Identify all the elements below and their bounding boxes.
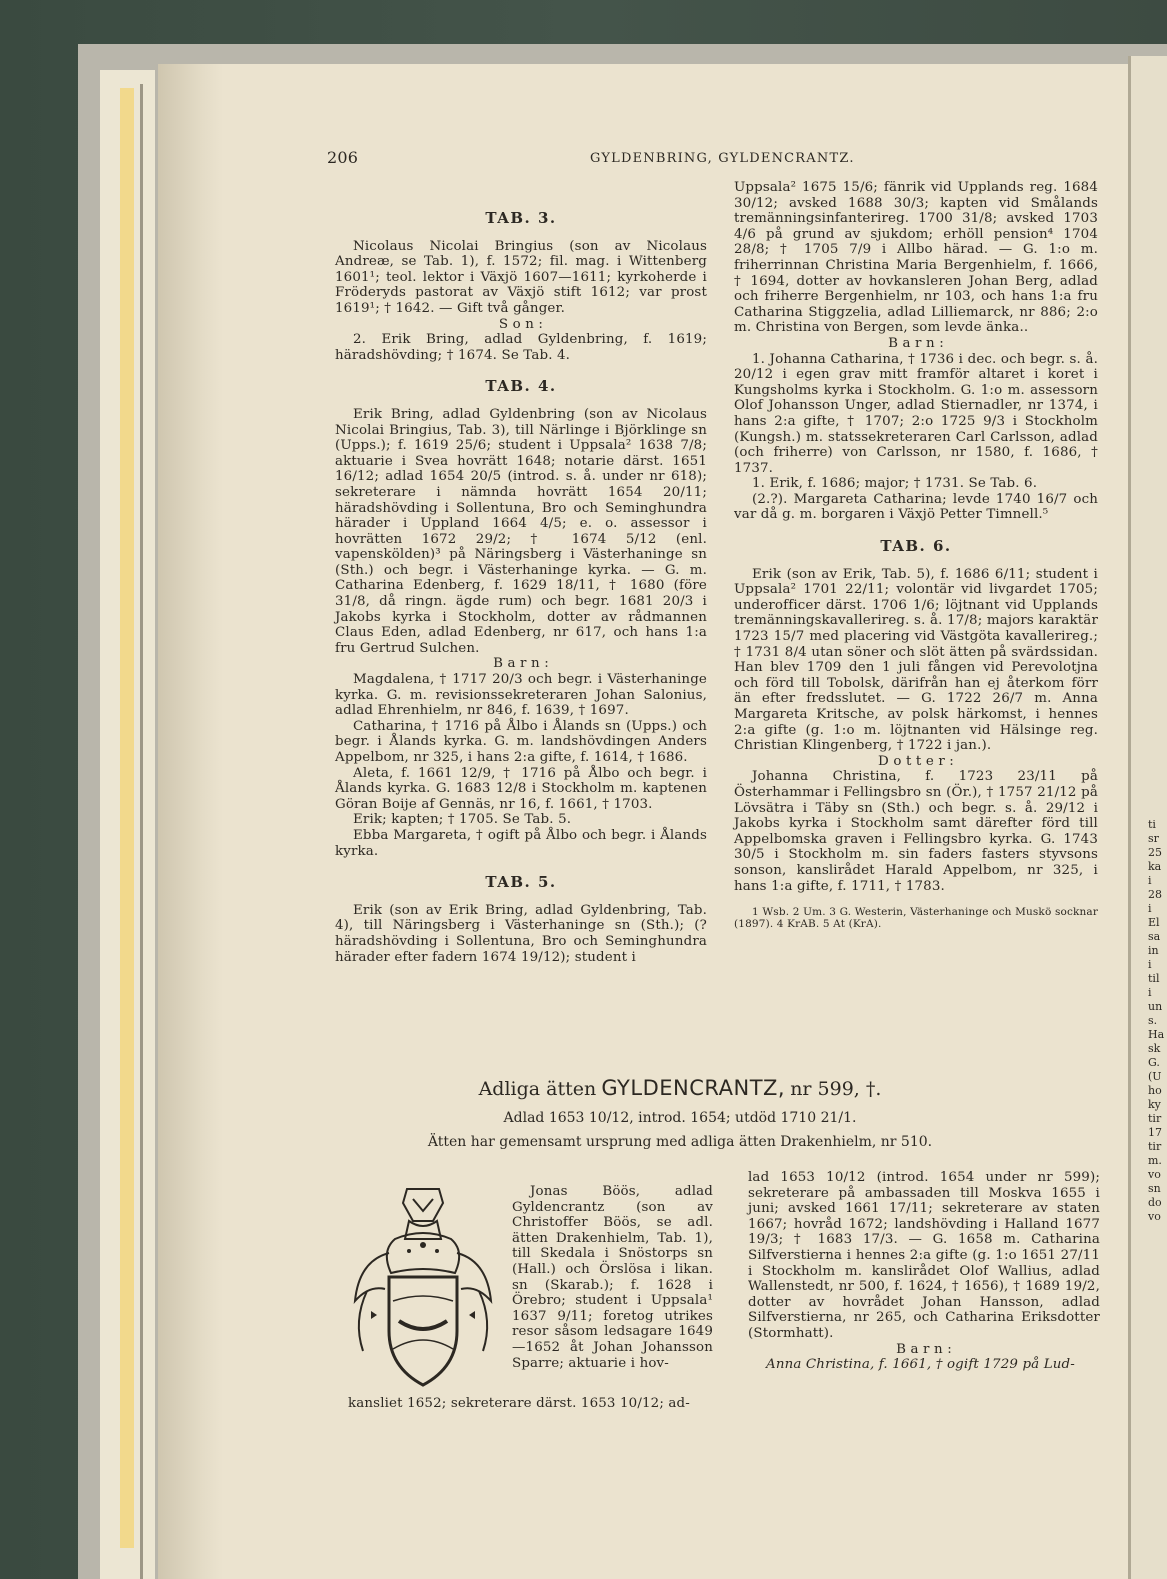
table-heading: TAB. 3. (485, 209, 557, 227)
genealogy-paragraph: Uppsala² 1675 15/6; fänrik vid Upplands reg. 1684 30/12; avsked 1688 30/3; kapten vid Smålands tremänningsinfanterireg. 1700 31/8; avsked 1703 4/6 på grund av sjukdom; erhöll pension⁴ 1704 28/8; † 1705 7/9 i Allbo härad. — G. 1:o m. friherrinnan Christina Maria Bergenhielm, f. 1666, † 1694, dotter av hovkansleren Johan Berg, adlad och friherre Bergenhielm, nr 103, och hans 1:a fru Catharina Stiggzelia, adlad Lilliemarck, nr 886; 2:o m. Christina von Bergen, som levde änka.. (734, 180, 1098, 336)
table-heading: TAB. 5. (485, 873, 557, 892)
section-title (230, 1076, 1130, 1100)
section-label: B a r n : (493, 656, 549, 672)
page-gutter (158, 64, 223, 1579)
footnotes: 1 Wsb. 2 Um. 3 G. Westerin, Västerhaninge och Muskö socknar (1897). 4 KrAB. 5 At (KrA). (734, 906, 1098, 931)
genealogy-paragraph: Nicolaus Nicolai Bringius (son av Nicolaus Andreæ, se Tab. 1), f. 1572; fil. mag. i Wittenberg 1601¹; teol. lektor i Växjö 1607—1611; kyrkoherde i Fröderyds pastorat av Växjö stift 1612; var prost 1619¹; † 1642. — Gift två gånger. (335, 238, 707, 316)
jonas-boos-paragraph: Jonas Böös, adlad Gyldencrantz (son av Christoffer Böös, se adl. ätten Drakenhielm, Tab. 1), till Skedala i Snöstorps sn (Hall.) och Örslösa i likan. sn (Skarab.); f. 1628 i Örebro; student i Uppsala¹ 1637 9/11; foretog utrikes resor såsom ledsagare 1649—1652 åt Johan Johansson Sparre; aktuarie i hov- (512, 1184, 713, 1371)
title-prefix: Adliga ätten (478, 1078, 597, 1100)
genealogy-paragraph: Aleta, f. 1661 12/9, † 1716 på Ålbo och begr. i Ålands kyrka. G. 1683 12/8 i Stockholm m. kaptenen Göran Boije af Gennäs, nr 16, f. 1661, † 1703. (335, 765, 707, 812)
gyldencrantz-entry-right (748, 1170, 1100, 1373)
genealogy-paragraph: Erik (son av Erik Bring, adlad Gyldenbring, Tab. 4), till Näringsberg i Västerhaninge sn (Sth.); (? häradshövding i Sollentuna, Bro och Seminghundra härader efter fadern 1674 19/12); student i (335, 902, 707, 965)
section-label: D o t t e r : (878, 753, 954, 769)
yellow-tab-marker (120, 88, 134, 1548)
table-heading: TAB. 4. (485, 377, 557, 396)
running-title: GYLDENBRING, GYLDENCRANTZ. (590, 151, 855, 166)
genealogy-paragraph: Erik; kapten; † 1705. Se Tab. 5. (353, 812, 572, 828)
table-heading: TAB. 6. (880, 537, 952, 556)
genealogy-paragraph: Ebba Margareta, † ogift på Ålbo och begr. i Ålands kyrka. (335, 827, 707, 859)
family-name: GYLDENCRANTZ, (601, 1076, 786, 1100)
children-heading: B a r n : (896, 1341, 952, 1357)
jonas-boos-continued-line: kansliet 1652; sekreterare därst. 1653 10/12; ad- (348, 1396, 690, 1411)
genealogy-paragraph: 1. Johanna Catharina, † 1736 i dec. och begr. s. å. 20/12 i egen grav mitt framför altaret i koret i Kungsholms kyrka i Stockholm. G. 1:o m. assessorn Olof Johansson Unger, adlad Stiernadler, nr 1374, i hans 2:a gifte, † 1707; 2:o 1725 9/3 i Stockholm (Kungsh.) m. statssekreteraren Carl Carlsson, adlad (och friherre) von Carlsson, nr 1580, f. 1686, † 1737. (734, 351, 1098, 476)
right-text-column (734, 180, 1098, 930)
genealogy-paragraph: (2.?). Margareta Catharina; levde 1740 16/7 och var då g. m. borgaren i Växjö Petter Timnell.⁵ (734, 491, 1098, 523)
left-text-column (335, 195, 707, 965)
origin-line: Ätten har gemensamt ursprung med adliga ätten Drakenhielm, nr 510. (427, 1134, 933, 1150)
page-edge-line (140, 84, 143, 1579)
genealogy-paragraph: Catharina, † 1716 på Ålbo i Ålands sn (Upps.) och begr. i Ålands kyrka. G. m. landshövdingen Anders Appelbom, nr 325, i hans 2:a gifte, f. 1614, † 1686. (335, 718, 707, 765)
title-suffix: nr 599, †. (790, 1078, 882, 1100)
page-number: 206 (327, 148, 359, 167)
gyldencrantz-entry-continued (348, 1396, 713, 1412)
genealogy-paragraph: 1. Erik, f. 1686; major; † 1731. Se Tab. 6. (752, 476, 1038, 492)
genealogy-paragraph: Magdalena, † 1717 20/3 och begr. i Västerhaninge kyrka. G. m. revisionssekreteraren Johan Salonius, adlad Ehrenhielm, nr 846, f. 1639, † 1697. (335, 672, 707, 719)
child-entry: Anna Christina, f. 1661, † ogift 1729 på Lud- (766, 1357, 1075, 1373)
genealogy-paragraph: 2. Erik Bring, adlad Gyldenbring, f. 1619; häradshövding; † 1674. Se Tab. 4. (335, 332, 707, 363)
section-label: S o n : (498, 316, 544, 332)
section-label: B a r n : (888, 335, 944, 351)
coat-of-arms-image (349, 1181, 497, 1395)
gyldencrantz-entry-beside-crest (512, 1184, 713, 1371)
genealogy-paragraph: Johanna Christina, f. 1723 23/11 på Österhammar i Fellingsbro sn (Ör.), † 1757 21/12 på Lövsätra i Täby sn (Sth.) och begr. s. å. 29/12 i Jakobs kyrka i Stockholm samt därefter förd till Appelbomska graven i Fellingsbro kyrka. G. 1743 30/5 i Stockholm m. sin faders fasters styvsons sonson, kanslirådet Harald Appelbom, nr 325, i hans 1:a gifte, f. 1711, † 1783. (734, 769, 1098, 894)
gyldencrantz-right-paragraph: lad 1653 10/12 (introd. 1654 under nr 599); sekreterare på ambassaden till Moskva 1655 i juni; avsked 1661 17/11; sekreterare av staten 1667; hovråd 1672; landshövding i Halland 1677 19/3; † 1683 17/3. — G. 1658 m. Catharina Silfverstierna i hennes 2:a gifte (g. 1:o 1651 27/11 i Stockholm m. kanslirådet Olof Wallius, adlad Wallenstedt, nr 500, f. 1624, † 1656), † 1689 19/2, dotter av hovrådet Johan Hansson, adlad Silfverstierna, nr 265, och Catharina Eriksdotter (Stormhatt). (748, 1170, 1100, 1341)
genealogy-paragraph: Erik (son av Erik, Tab. 5), f. 1686 6/11; student i Uppsala² 1701 22/11; volontär vid livgardet 1705; underofficer därst. 1706 1/6; löjtnant vid Upplands tremänningskavallerireg. s. å. 17/8; majors karaktär 1723 15/7 med placering vid Västgöta kavallerireg.; † 1731 8/4 utan söner och slöt ätten på svärdssidan. Han blev 1709 den 1 juli fången vid Perevolotjna och förd till Tobolsk, därifrån han ej återkom förr än efter fredsslutet. — G. 1722 26/7 m. Anna Margareta Kritsche, av polsk härkomst, i hennes 2:a gifte (g. 1:o m. löjtnanten vid Hälsinge reg. Christian Klingenberg, † 1722 i jan.). (734, 566, 1098, 754)
genealogy-paragraph: Erik Bring, adlad Gyldenbring (son av Nicolaus Nicolai Bringius, Tab. 3), till Närlinge i Björklinge sn (Upps.); f. 1619 25/6; student i Uppsala² 1638 7/8; aktuarie i Svea hovrätt 1648; notarie därst. 1651 16/12; adlad 1654 20/5 (introd. s. å. under nr 618); sekreterare i nämnda hovrätt 1654 20/11; häradshövding i Sollentuna, Bro och Seminghundra härader i Uppland 1664 4/5; e. o. assessor i hovrätten 1672 29/2; † 1674 5/12 (enl. vapenskölden)³ på Näringsberg i Västerhaninge sn (Sth.) och begr. i Västerhaninge kyrka. — G. m. Catharina Edenberg, f. 1629 18/11, † 1680 (före 31/8, då ringn. ägde rum) och begr. 1681 20/3 i Jakobs kyrka i Stockholm, dotter av rådmannen Claus Eden, adlad Edenberg, nr 617, och hans 1:a fru Gertrud Sulchen. (335, 406, 707, 656)
ennoblement-line: Adlad 1653 10/12, introd. 1654; utdöd 1710 21/1. (503, 1110, 857, 1126)
adjacent-page-fragments: ti sr 25 ka i 28 i El sa in i til i un s. Ha sk G. (U ho ky tir 17 tir m. vo sn do vo (1148, 818, 1165, 1223)
